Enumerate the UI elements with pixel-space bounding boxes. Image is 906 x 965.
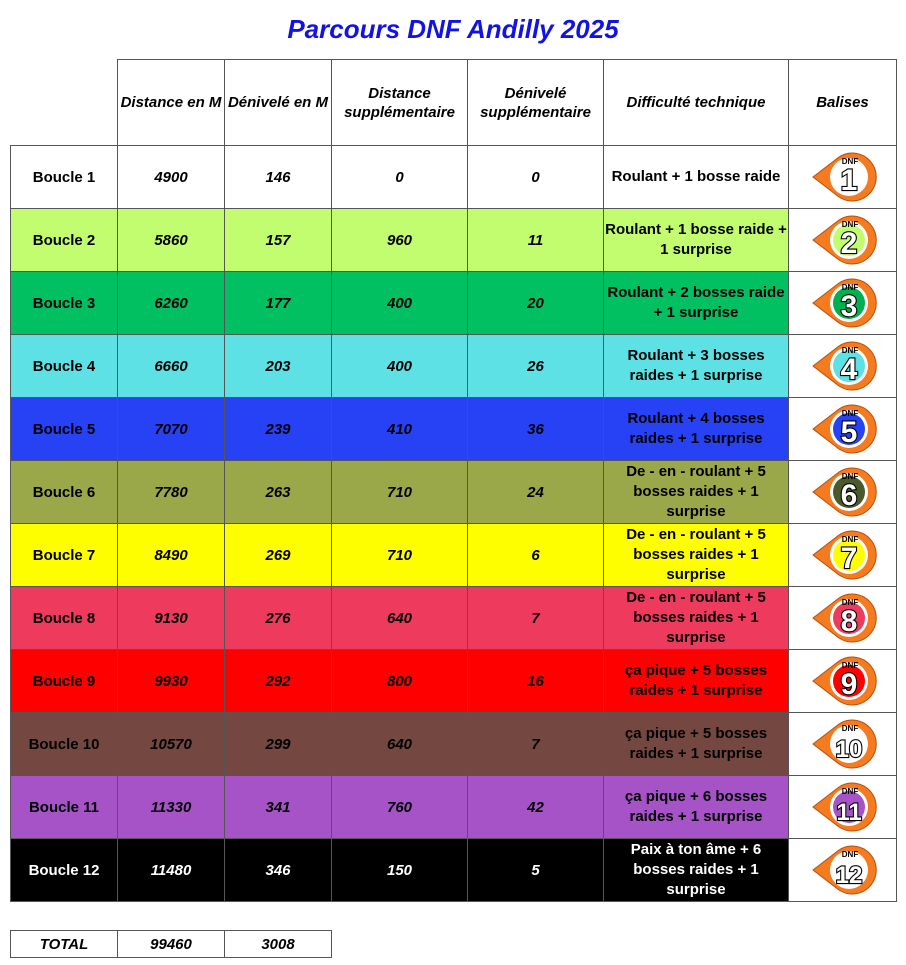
distance-sup-cell: 760: [332, 776, 468, 839]
balise-dnf-label: DNF: [841, 283, 858, 292]
distance-cell: 9130: [118, 587, 225, 650]
denivele-sup-cell: 26: [468, 335, 604, 398]
distance-sup-cell: 960: [332, 209, 468, 272]
table-row: [11, 461, 897, 524]
balise-marker-icon: [807, 338, 879, 394]
table-row: [11, 839, 897, 902]
denivele-sup-cell: 11: [468, 209, 604, 272]
denivele-sup-cell: 7: [468, 587, 604, 650]
header-row: [11, 60, 897, 146]
balise-number: 11: [835, 799, 862, 826]
balise-number: 5: [840, 416, 857, 449]
table-row: [11, 587, 897, 650]
total-distance: 99460: [118, 931, 225, 958]
balise-cell: [789, 272, 897, 335]
denivele-cell: 299: [225, 713, 332, 776]
denivele-sup-cell: 20: [468, 272, 604, 335]
distance-sup-cell: 710: [332, 524, 468, 587]
balise-number: 7: [840, 542, 857, 575]
balise-cell: [789, 461, 897, 524]
balise-cell: [789, 650, 897, 713]
difficulte-cell: ça pique + 5 bosses raides + 1 surprise: [604, 650, 789, 713]
header-distance: Distance en M: [118, 60, 225, 146]
balise-dnf-label: DNF: [841, 787, 858, 796]
balise-dnf-label: DNF: [841, 535, 858, 544]
balise-cell: [789, 209, 897, 272]
balise-cell: [789, 713, 897, 776]
header-difficulte: Difficulté technique: [604, 60, 789, 146]
distance-sup-cell: 640: [332, 587, 468, 650]
denivele-cell: 269: [225, 524, 332, 587]
balise-number: 1: [840, 164, 857, 197]
denivele-cell: 177: [225, 272, 332, 335]
distance-cell: 6260: [118, 272, 225, 335]
denivele-cell: 157: [225, 209, 332, 272]
distance-cell: 7070: [118, 398, 225, 461]
balise-cell: [789, 776, 897, 839]
balise-number: 8: [840, 605, 857, 638]
balise-marker-icon: [807, 842, 879, 898]
balise-dnf-label: DNF: [841, 157, 858, 166]
difficulte-cell: De - en - roulant + 5 bosses raides + 1 surprise: [604, 461, 789, 524]
balise-marker-icon: [807, 401, 879, 457]
header-denivele: Dénivelé en M: [225, 60, 332, 146]
difficulte-cell: Roulant + 3 bosses raides + 1 surprise: [604, 335, 789, 398]
balise-number: 6: [840, 479, 857, 512]
balise-cell: [789, 146, 897, 209]
balise-dnf-label: DNF: [841, 598, 858, 607]
loops-table: [10, 59, 897, 902]
table-row: [11, 398, 897, 461]
loop-name-cell: Boucle 2: [11, 209, 118, 272]
denivele-cell: 346: [225, 839, 332, 902]
loop-name-cell: Boucle 11: [11, 776, 118, 839]
table-row: [11, 524, 897, 587]
balise-dnf-label: DNF: [841, 724, 858, 733]
balise-dnf-label: DNF: [841, 220, 858, 229]
balise-marker-icon: [807, 653, 879, 709]
header-denivele-sup: Dénivelé supplémentaire: [468, 60, 604, 146]
balise-number: 3: [840, 290, 857, 323]
balise-cell: [789, 335, 897, 398]
distance-cell: 5860: [118, 209, 225, 272]
balise-dnf-label: DNF: [841, 346, 858, 355]
distance-sup-cell: 0: [332, 146, 468, 209]
total-label: TOTAL: [11, 931, 118, 958]
difficulte-cell: ça pique + 6 bosses raides + 1 surprise: [604, 776, 789, 839]
distance-cell: 10570: [118, 713, 225, 776]
balise-marker-icon: [807, 149, 879, 205]
balise-marker-icon: [807, 275, 879, 331]
balise-number: 2: [840, 227, 857, 260]
total-row: [11, 931, 332, 958]
difficulte-cell: De - en - roulant + 5 bosses raides + 1 surprise: [604, 587, 789, 650]
balise-cell: [789, 839, 897, 902]
header-balises: Balises: [789, 60, 897, 146]
loop-name-cell: Boucle 5: [11, 398, 118, 461]
table-row: [11, 335, 897, 398]
denivele-sup-cell: 5: [468, 839, 604, 902]
denivele-cell: 146: [225, 146, 332, 209]
table-row: [11, 272, 897, 335]
loop-name-cell: Boucle 9: [11, 650, 118, 713]
denivele-sup-cell: 6: [468, 524, 604, 587]
loop-name-cell: Boucle 6: [11, 461, 118, 524]
balise-number: 9: [840, 668, 857, 701]
balise-dnf-label: DNF: [841, 661, 858, 670]
difficulte-cell: ça pique + 5 bosses raides + 1 surprise: [604, 713, 789, 776]
distance-cell: 11330: [118, 776, 225, 839]
distance-cell: 9930: [118, 650, 225, 713]
balise-marker-icon: [807, 590, 879, 646]
balise-marker-icon: [807, 464, 879, 520]
loop-name-cell: Boucle 10: [11, 713, 118, 776]
distance-cell: 8490: [118, 524, 225, 587]
total-denivele: 3008: [225, 931, 332, 958]
loop-name-cell: Boucle 1: [11, 146, 118, 209]
denivele-sup-cell: 36: [468, 398, 604, 461]
denivele-sup-cell: 42: [468, 776, 604, 839]
distance-sup-cell: 150: [332, 839, 468, 902]
balise-dnf-label: DNF: [841, 472, 858, 481]
difficulte-cell: Roulant + 1 bosse raide: [604, 146, 789, 209]
distance-sup-cell: 800: [332, 650, 468, 713]
loop-name-cell: Boucle 7: [11, 524, 118, 587]
loop-name-cell: Boucle 8: [11, 587, 118, 650]
balise-dnf-label: DNF: [841, 850, 858, 859]
table-row: [11, 209, 897, 272]
distance-cell: 6660: [118, 335, 225, 398]
table-row: [11, 713, 897, 776]
loop-name-cell: Boucle 3: [11, 272, 118, 335]
distance-sup-cell: 640: [332, 713, 468, 776]
distance-cell: 4900: [118, 146, 225, 209]
loop-name-cell: Boucle 12: [11, 839, 118, 902]
table-row: [11, 146, 897, 209]
distance-sup-cell: 400: [332, 335, 468, 398]
distance-sup-cell: 410: [332, 398, 468, 461]
balise-cell: [789, 398, 897, 461]
header-distance-sup: Distance supplémentaire: [332, 60, 468, 146]
balise-number: 4: [840, 353, 857, 386]
page-title: Parcours DNF Andilly 2025: [287, 14, 619, 44]
difficulte-cell: Roulant + 1 bosse raide + 1 surprise: [604, 209, 789, 272]
balise-number: 10: [835, 736, 862, 763]
balise-cell: [789, 587, 897, 650]
distance-cell: 11480: [118, 839, 225, 902]
difficulte-cell: Roulant + 2 bosses raide + 1 surprise: [604, 272, 789, 335]
denivele-sup-cell: 24: [468, 461, 604, 524]
denivele-cell: 239: [225, 398, 332, 461]
denivele-cell: 341: [225, 776, 332, 839]
balise-marker-icon: [807, 212, 879, 268]
loop-name-cell: Boucle 4: [11, 335, 118, 398]
denivele-sup-cell: 16: [468, 650, 604, 713]
table-row: [11, 650, 897, 713]
denivele-cell: 263: [225, 461, 332, 524]
balise-marker-icon: [807, 779, 879, 835]
difficulte-cell: Paix à ton âme + 6 bosses raides + 1 surprise: [604, 839, 789, 902]
distance-cell: 7780: [118, 461, 225, 524]
header-corner: [11, 60, 118, 146]
total-table: [10, 930, 332, 958]
balise-cell: [789, 524, 897, 587]
denivele-cell: 292: [225, 650, 332, 713]
distance-sup-cell: 400: [332, 272, 468, 335]
table-row: [11, 776, 897, 839]
balise-dnf-label: DNF: [841, 409, 858, 418]
balise-marker-icon: [807, 527, 879, 583]
denivele-sup-cell: 0: [468, 146, 604, 209]
denivele-cell: 276: [225, 587, 332, 650]
difficulte-cell: Roulant + 4 bosses raides + 1 surprise: [604, 398, 789, 461]
balise-marker-icon: [807, 716, 879, 772]
denivele-sup-cell: 7: [468, 713, 604, 776]
balise-number: 12: [835, 862, 862, 889]
denivele-cell: 203: [225, 335, 332, 398]
distance-sup-cell: 710: [332, 461, 468, 524]
difficulte-cell: De - en - roulant + 5 bosses raides + 1 surprise: [604, 524, 789, 587]
